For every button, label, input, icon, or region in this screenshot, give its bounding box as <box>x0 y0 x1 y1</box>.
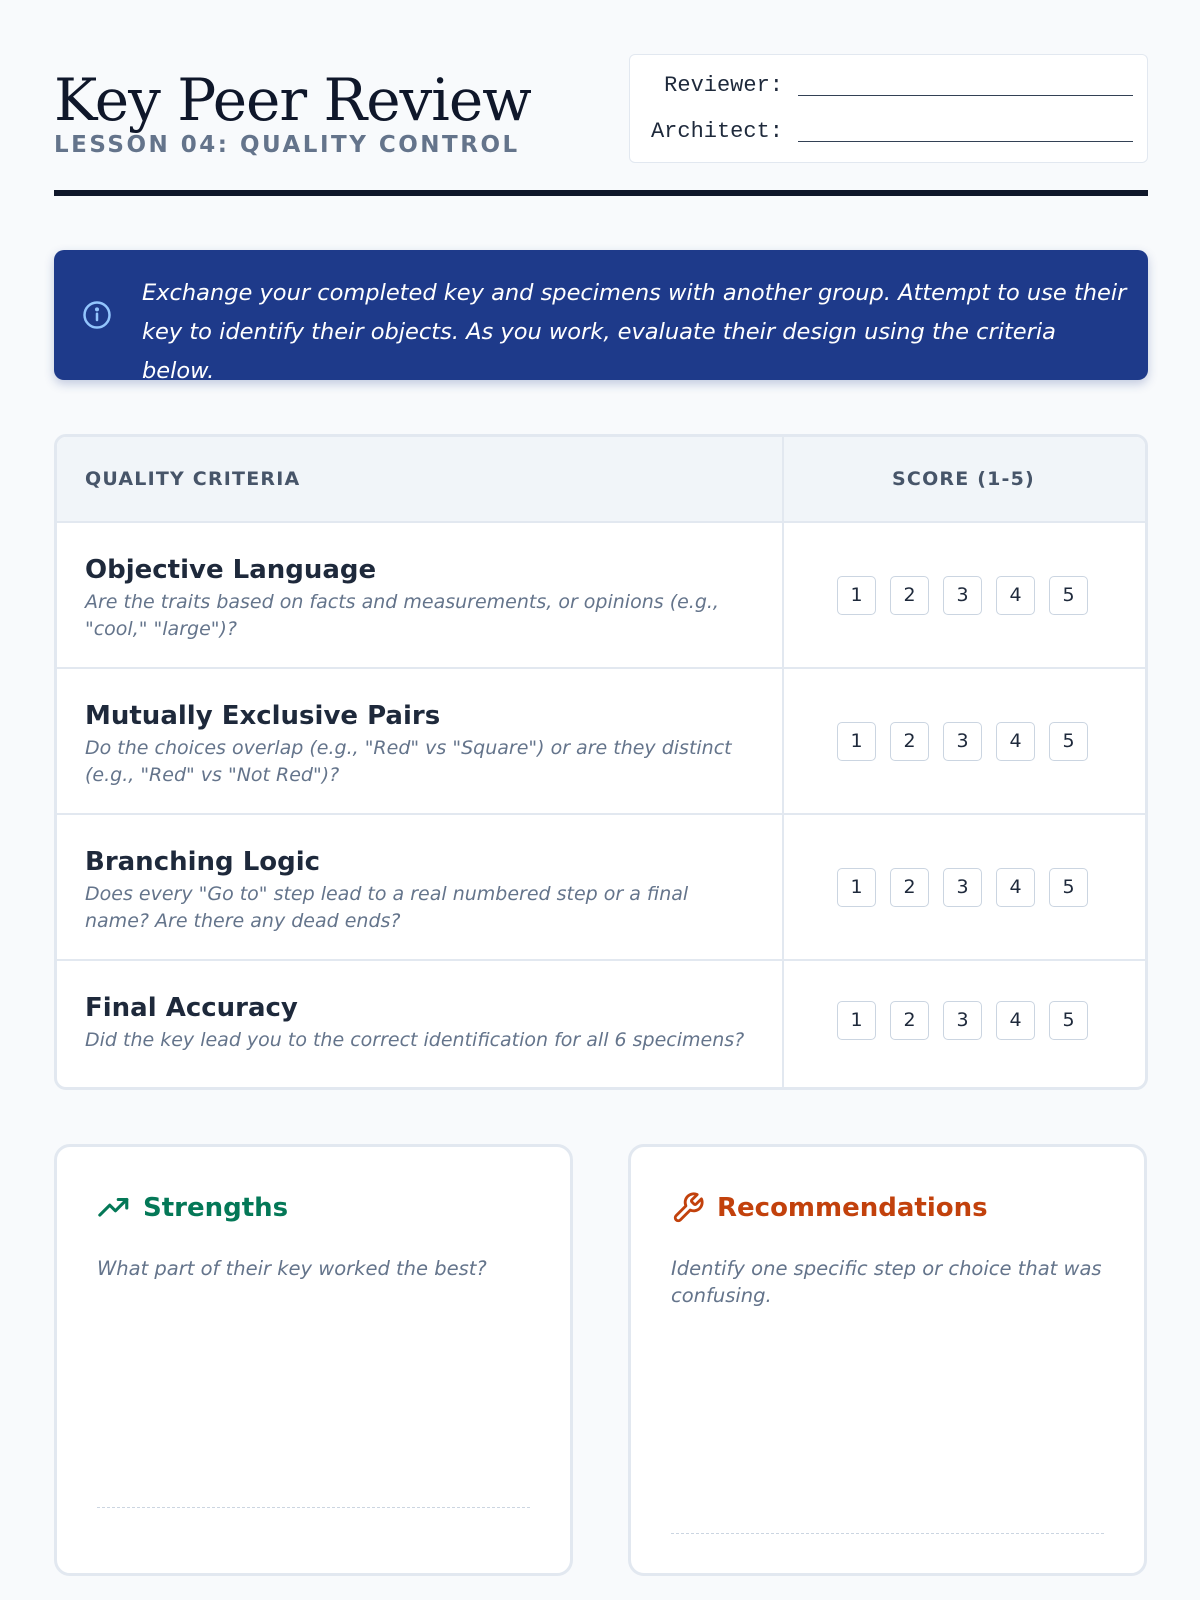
page-title: Key Peer Review <box>54 66 531 134</box>
criteria-title: Branching Logic <box>85 847 321 877</box>
score-column-header: SCORE (1-5) <box>892 468 1035 490</box>
architect-label: Architect: <box>650 119 783 144</box>
score-option-4[interactable]: 4 <box>996 576 1035 615</box>
score-option-4[interactable]: 4 <box>996 1001 1035 1040</box>
score-option-1[interactable]: 1 <box>837 722 876 761</box>
score-option-2[interactable]: 2 <box>890 576 929 615</box>
criteria-title: Final Accuracy <box>85 993 298 1023</box>
criteria-table <box>54 434 1148 1090</box>
header-divider <box>54 190 1148 196</box>
score-option-5[interactable]: 5 <box>1049 722 1088 761</box>
criteria-row-branching-logic <box>57 815 1145 961</box>
score-option-1[interactable]: 1 <box>837 576 876 615</box>
recommendations-card <box>628 1144 1147 1576</box>
trending-up-icon <box>97 1191 131 1225</box>
score-option-2[interactable]: 2 <box>890 1001 929 1040</box>
strengths-title: Strengths <box>143 1193 289 1223</box>
score-option-3[interactable]: 3 <box>943 1001 982 1040</box>
score-options <box>837 576 1097 616</box>
criteria-description: Does every "Go to" step lead to a real numbered step or a final name? Are there any dead ends? <box>85 883 689 932</box>
instruction-banner <box>54 250 1148 384</box>
criteria-description: Do the choices overlap (e.g., "Red" vs "Square") or are they distinct (e.g., "Red" vs "Not Red")? <box>85 737 732 786</box>
recommendations-prompt: Identify one specific step or choice that was confusing. <box>671 1257 1102 1307</box>
recommendations-answer-line[interactable] <box>671 1533 1104 1534</box>
info-icon <box>82 300 112 330</box>
page-header <box>54 54 1148 196</box>
criteria-column-header: QUALITY CRITERIA <box>85 468 301 490</box>
score-option-3[interactable]: 3 <box>943 722 982 761</box>
score-option-4[interactable]: 4 <box>996 722 1035 761</box>
score-option-3[interactable]: 3 <box>943 868 982 907</box>
score-option-5[interactable]: 5 <box>1049 868 1088 907</box>
score-option-2[interactable]: 2 <box>890 868 929 907</box>
score-option-1[interactable]: 1 <box>837 868 876 907</box>
instruction-text: Exchange your completed key and specimens with another group. Attempt to use their key to identify their objects. As you work, evaluate their design using the criteria below. <box>142 280 1127 384</box>
criteria-row-mutually-exclusive-pairs <box>57 669 1145 815</box>
score-option-4[interactable]: 4 <box>996 868 1035 907</box>
recommendations-title: Recommendations <box>717 1193 988 1223</box>
strengths-card <box>54 1144 573 1576</box>
score-option-1[interactable]: 1 <box>837 1001 876 1040</box>
score-option-2[interactable]: 2 <box>890 722 929 761</box>
reviewer-info-box <box>629 54 1148 163</box>
score-option-3[interactable]: 3 <box>943 576 982 615</box>
reviewer-label: Reviewer: <box>664 73 783 98</box>
architect-row <box>630 117 1147 147</box>
criteria-row-objective-language <box>57 523 1145 669</box>
wrench-icon <box>671 1191 705 1225</box>
score-options <box>837 1001 1097 1041</box>
strengths-answer-line[interactable] <box>97 1507 530 1508</box>
criteria-description: Did the key lead you to the correct identification for all 6 specimens? <box>85 1029 745 1051</box>
criteria-title: Mutually Exclusive Pairs <box>85 701 441 731</box>
criteria-row-final-accuracy <box>57 961 1145 1087</box>
score-options <box>837 722 1097 762</box>
table-header <box>57 437 1145 523</box>
criteria-title: Objective Language <box>85 555 377 585</box>
lesson-subtitle: LESSON 04: QUALITY CONTROL <box>54 132 520 158</box>
strengths-prompt: What part of their key worked the best? <box>97 1257 487 1280</box>
score-option-5[interactable]: 5 <box>1049 576 1088 615</box>
reviewer-row <box>630 71 1147 101</box>
score-option-5[interactable]: 5 <box>1049 1001 1088 1040</box>
score-options <box>837 868 1097 908</box>
reviewer-field[interactable] <box>798 95 1133 96</box>
architect-field[interactable] <box>798 141 1133 142</box>
criteria-description: Are the traits based on facts and measurements, or opinions (e.g., "cool," "large")? <box>85 591 719 640</box>
